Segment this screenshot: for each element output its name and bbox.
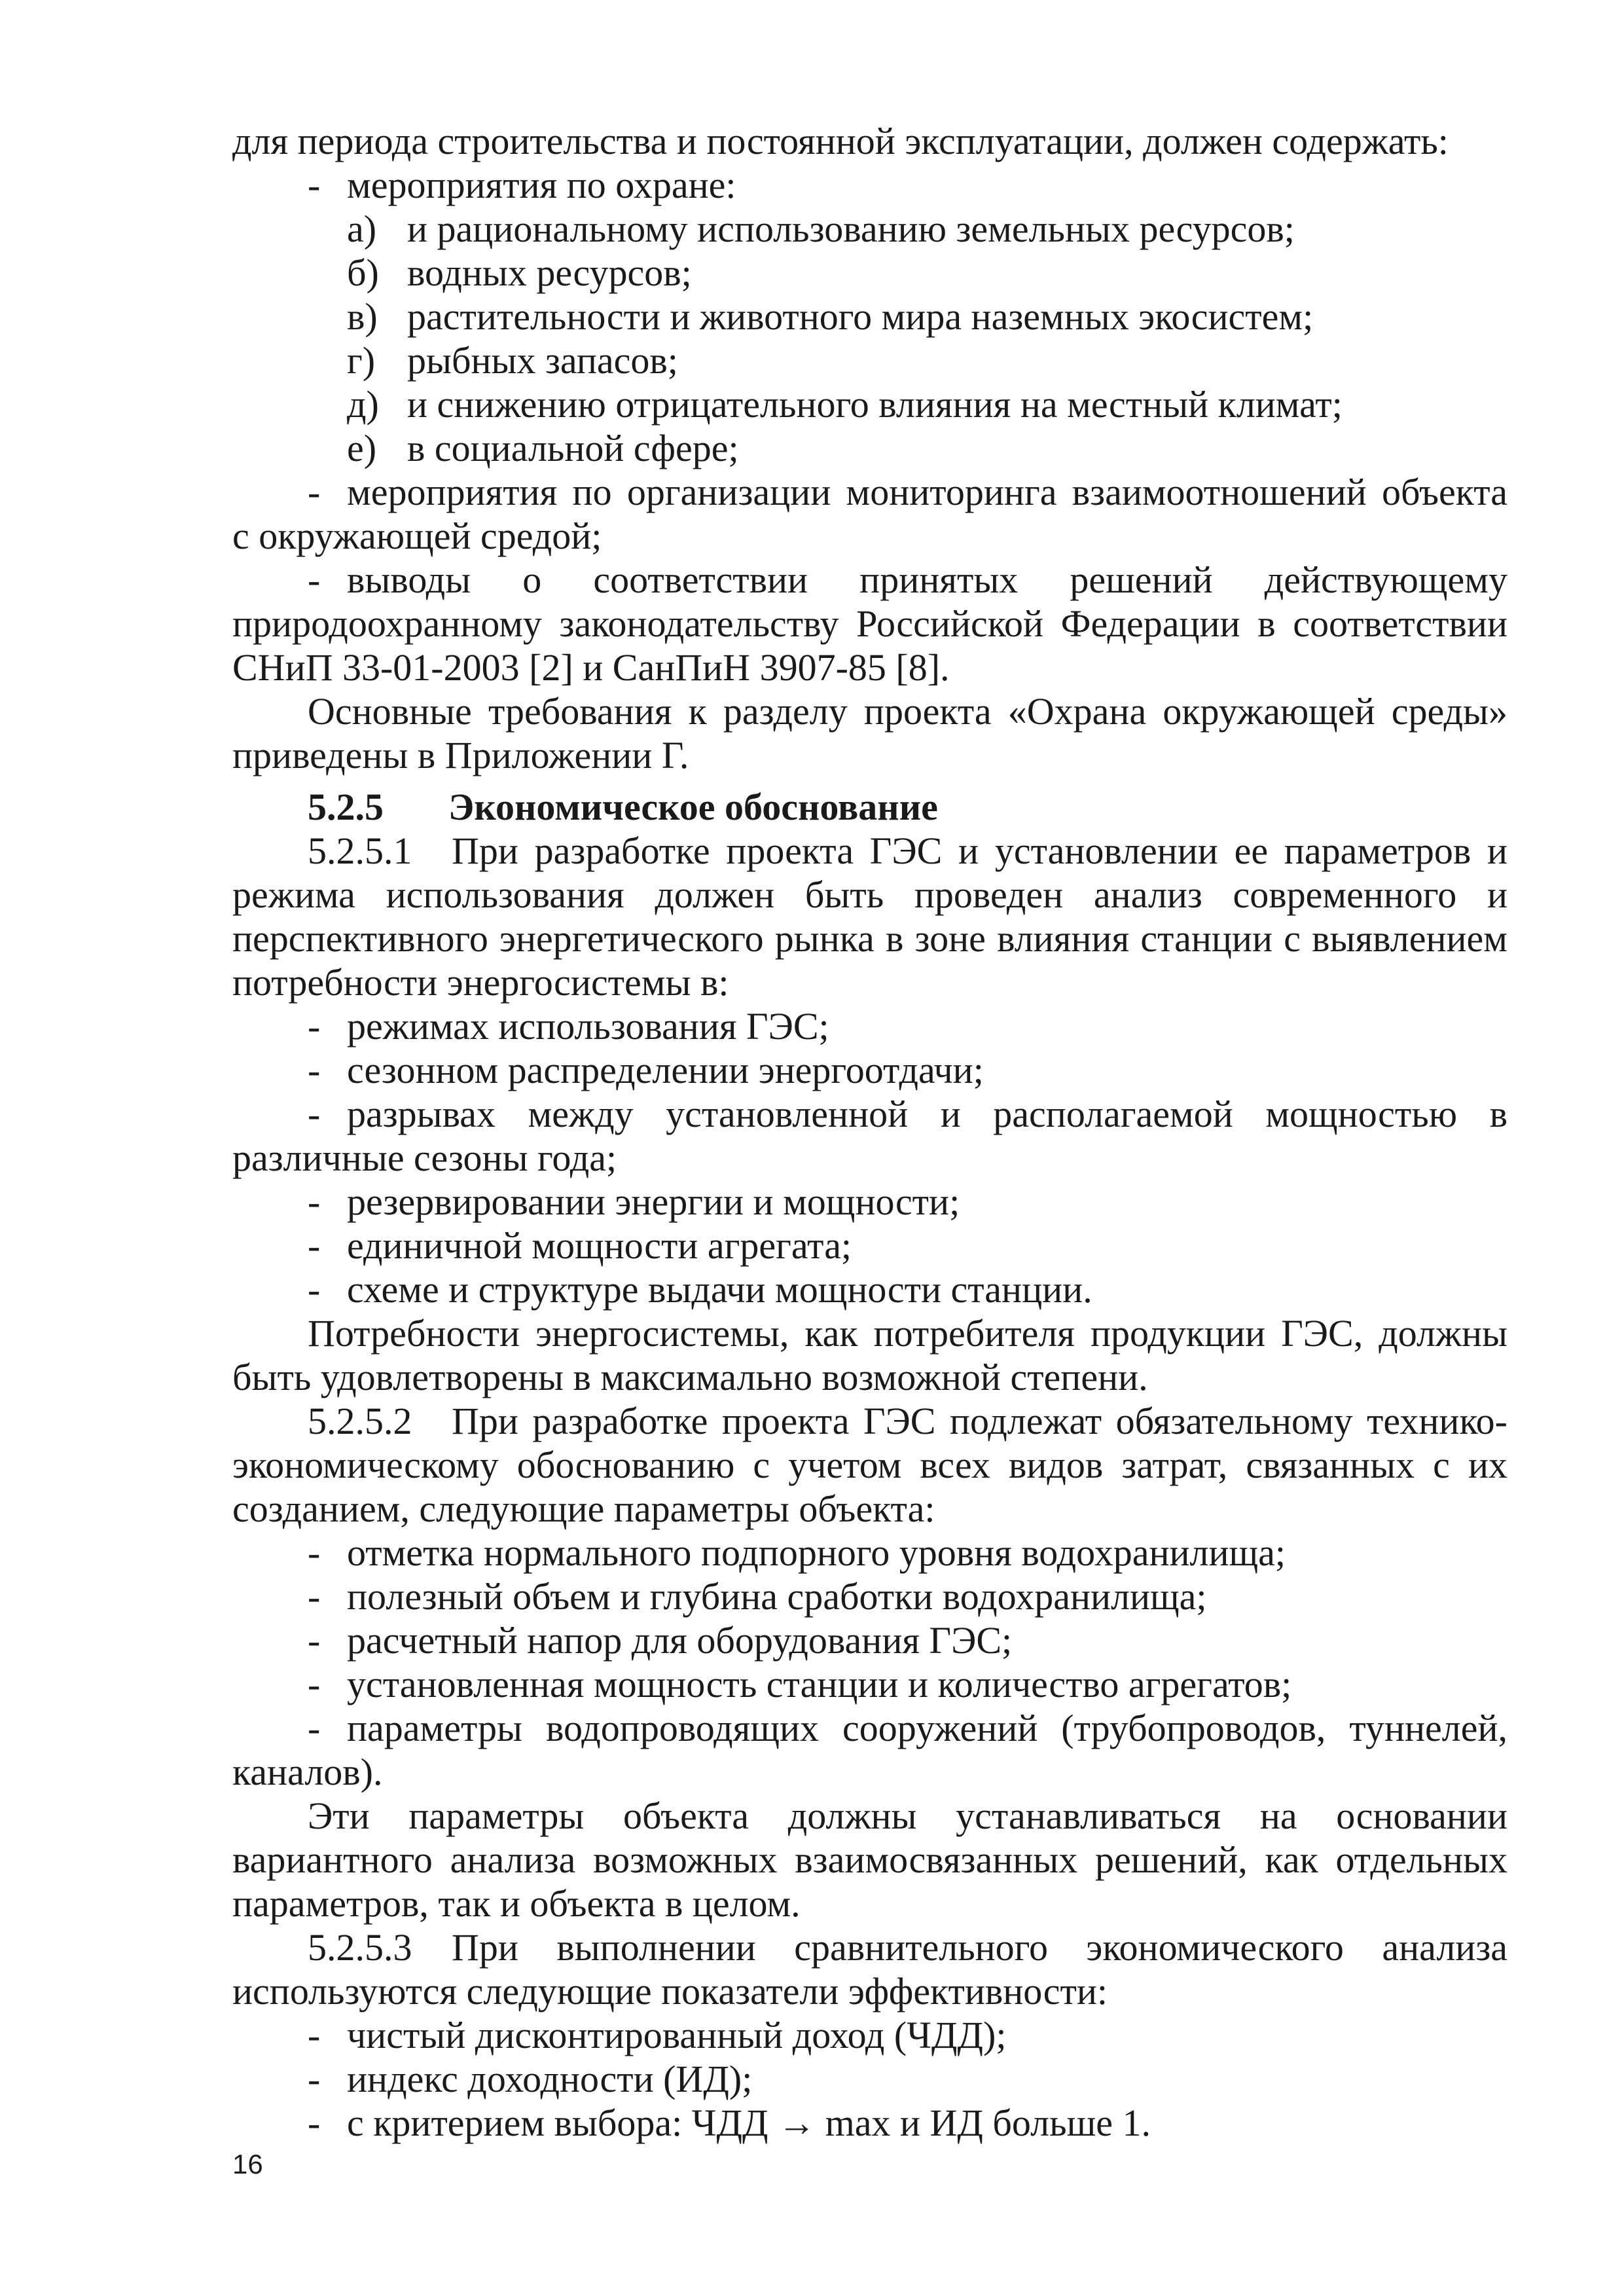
dash-marker: - [308,1619,321,1662]
list-item: - разрывах между установленной и располагаемой мощностью в [308,1093,1507,1135]
sub-list-item: г) рыбных запасов; [347,339,678,382]
dash-marker: - [308,558,321,601]
clause-line: 5.2.5.2 При разработке проекта ГЭС подлежат обязательному технико- [308,1400,1507,1442]
dash-marker: - [308,1663,321,1705]
text-line: с окружающей средой; [232,515,602,557]
text-line: перспективного энергетического рынка в зоне влияния станции с выявлением [232,917,1507,960]
section-title: Экономическое обоснование [448,786,938,828]
text-line: каналов). [232,1751,383,1793]
text-line: режима использования должен быть проведен анализ современного и [232,873,1507,916]
sub-list-item: б) водных ресурсов; [347,251,692,294]
list-item: - расчетный напор для оборудования ГЭС; [308,1619,1013,1662]
sub-list-item: е) в социальной сфере; [347,427,739,469]
text-line: СНиП 33-01-2003 [2] и СанПиН 3907-85 [8]. [232,646,950,689]
list-item: - полезный объем и глубина сработки водохранилища; [308,1575,1207,1618]
sub-list-item: а) и рациональному использованию земельных ресурсов; [347,208,1295,250]
dash-marker: - [308,164,321,206]
page-content [232,119,1507,2145]
text-line: параметров, так и объекта в целом. [232,1882,801,1925]
dash-marker: - [308,2014,321,2056]
sub-list-item: в) растительности и животного мира наземных экосистем; [347,295,1314,338]
text-line: потребности энергосистемы в: [232,961,729,1004]
list-item: - выводы о соответствии принятых решений действующему [308,558,1507,601]
list-item: - с критерием выбора: ЧДД → max и ИД больше 1. [308,2102,1151,2144]
dash-marker: - [308,1093,321,1135]
dash-marker: - [308,1224,321,1267]
dash-marker: - [308,1531,321,1574]
text-line: для периода строительства и постоянной эксплуатации, должен содержать: [232,120,1449,162]
list-item: - режимах использования ГЭС; [308,1005,829,1048]
clause-line: 5.2.5.1 При разработке проекта ГЭС и установлении ее параметров и [308,829,1507,872]
text-line: приведены в Приложении Г. [232,734,689,776]
dash-marker: - [308,2102,321,2144]
sub-list-item: д) и снижению отрицательного влияния на местный климат; [347,383,1343,426]
page-number: 16 [232,2149,263,2179]
text-line: быть удовлетворены в максимально возможной степени. [232,1356,1148,1398]
list-item: - чистый дисконтированный доход (ЧДД); [308,2014,1007,2056]
list-item: - сезонном распределении энергоотдачи; [308,1049,984,1091]
list-item: - резервировании энергии и мощности; [308,1180,960,1223]
dash-marker: - [308,1005,321,1048]
dash-marker: - [308,1268,321,1311]
clause-line: 5.2.5.3 При выполнении сравнительного экономического анализа [308,1926,1507,1969]
text-line: Потребности энергосистемы, как потребителя продукции ГЭС, должны [308,1312,1507,1355]
section-heading [232,785,1507,829]
list-item: - индекс доходности (ИД); [308,2058,753,2100]
list-item: - схеме и структуре выдачи мощности станции. [308,1268,1092,1311]
dash-marker: - [308,471,321,513]
list-item: - параметры водопроводящих сооружений (трубопроводов, туннелей, [308,1707,1507,1749]
clause-number: 5.2.5.3 [308,1926,412,1969]
list-item: - отметка нормального подпорного уровня водохранилища; [308,1531,1286,1574]
text-line: созданием, следующие параметры объекта: [232,1487,935,1530]
list-item: - мероприятия по охране: [308,164,736,206]
dash-marker: - [308,2058,321,2100]
list-item: - единичной мощности агрегата; [308,1224,852,1267]
dash-marker: - [308,1707,321,1749]
text-line: используются следующие показатели эффективности: [232,1970,1108,2013]
text-line: вариантного анализа возможных взаимосвязанных решений, как отдельных [232,1838,1507,1881]
text-line: Эти параметры объекта должны устанавливаться на основании [308,1795,1507,1837]
list-item: - мероприятия по организации мониторинга взаимоотношений объекта [308,471,1507,513]
text-line: Основные требования к разделу проекта «Охрана окружающей среды» [308,690,1507,733]
clause-number: 5.2.5.1 [308,829,412,872]
section-number: 5.2.5 [308,786,384,828]
text-line: экономическому обоснованию с учетом всех видов затрат, связанных с их [232,1444,1507,1486]
dash-marker: - [308,1180,321,1223]
clause-number: 5.2.5.2 [308,1400,412,1442]
dash-marker: - [308,1049,321,1091]
list-item: - установленная мощность станции и количество агрегатов; [308,1663,1292,1705]
text-line: различные сезоны года; [232,1137,617,1179]
text-line: природоохранному законодательству Российской Федерации в соответствии [232,602,1507,645]
dash-marker: - [308,1575,321,1618]
